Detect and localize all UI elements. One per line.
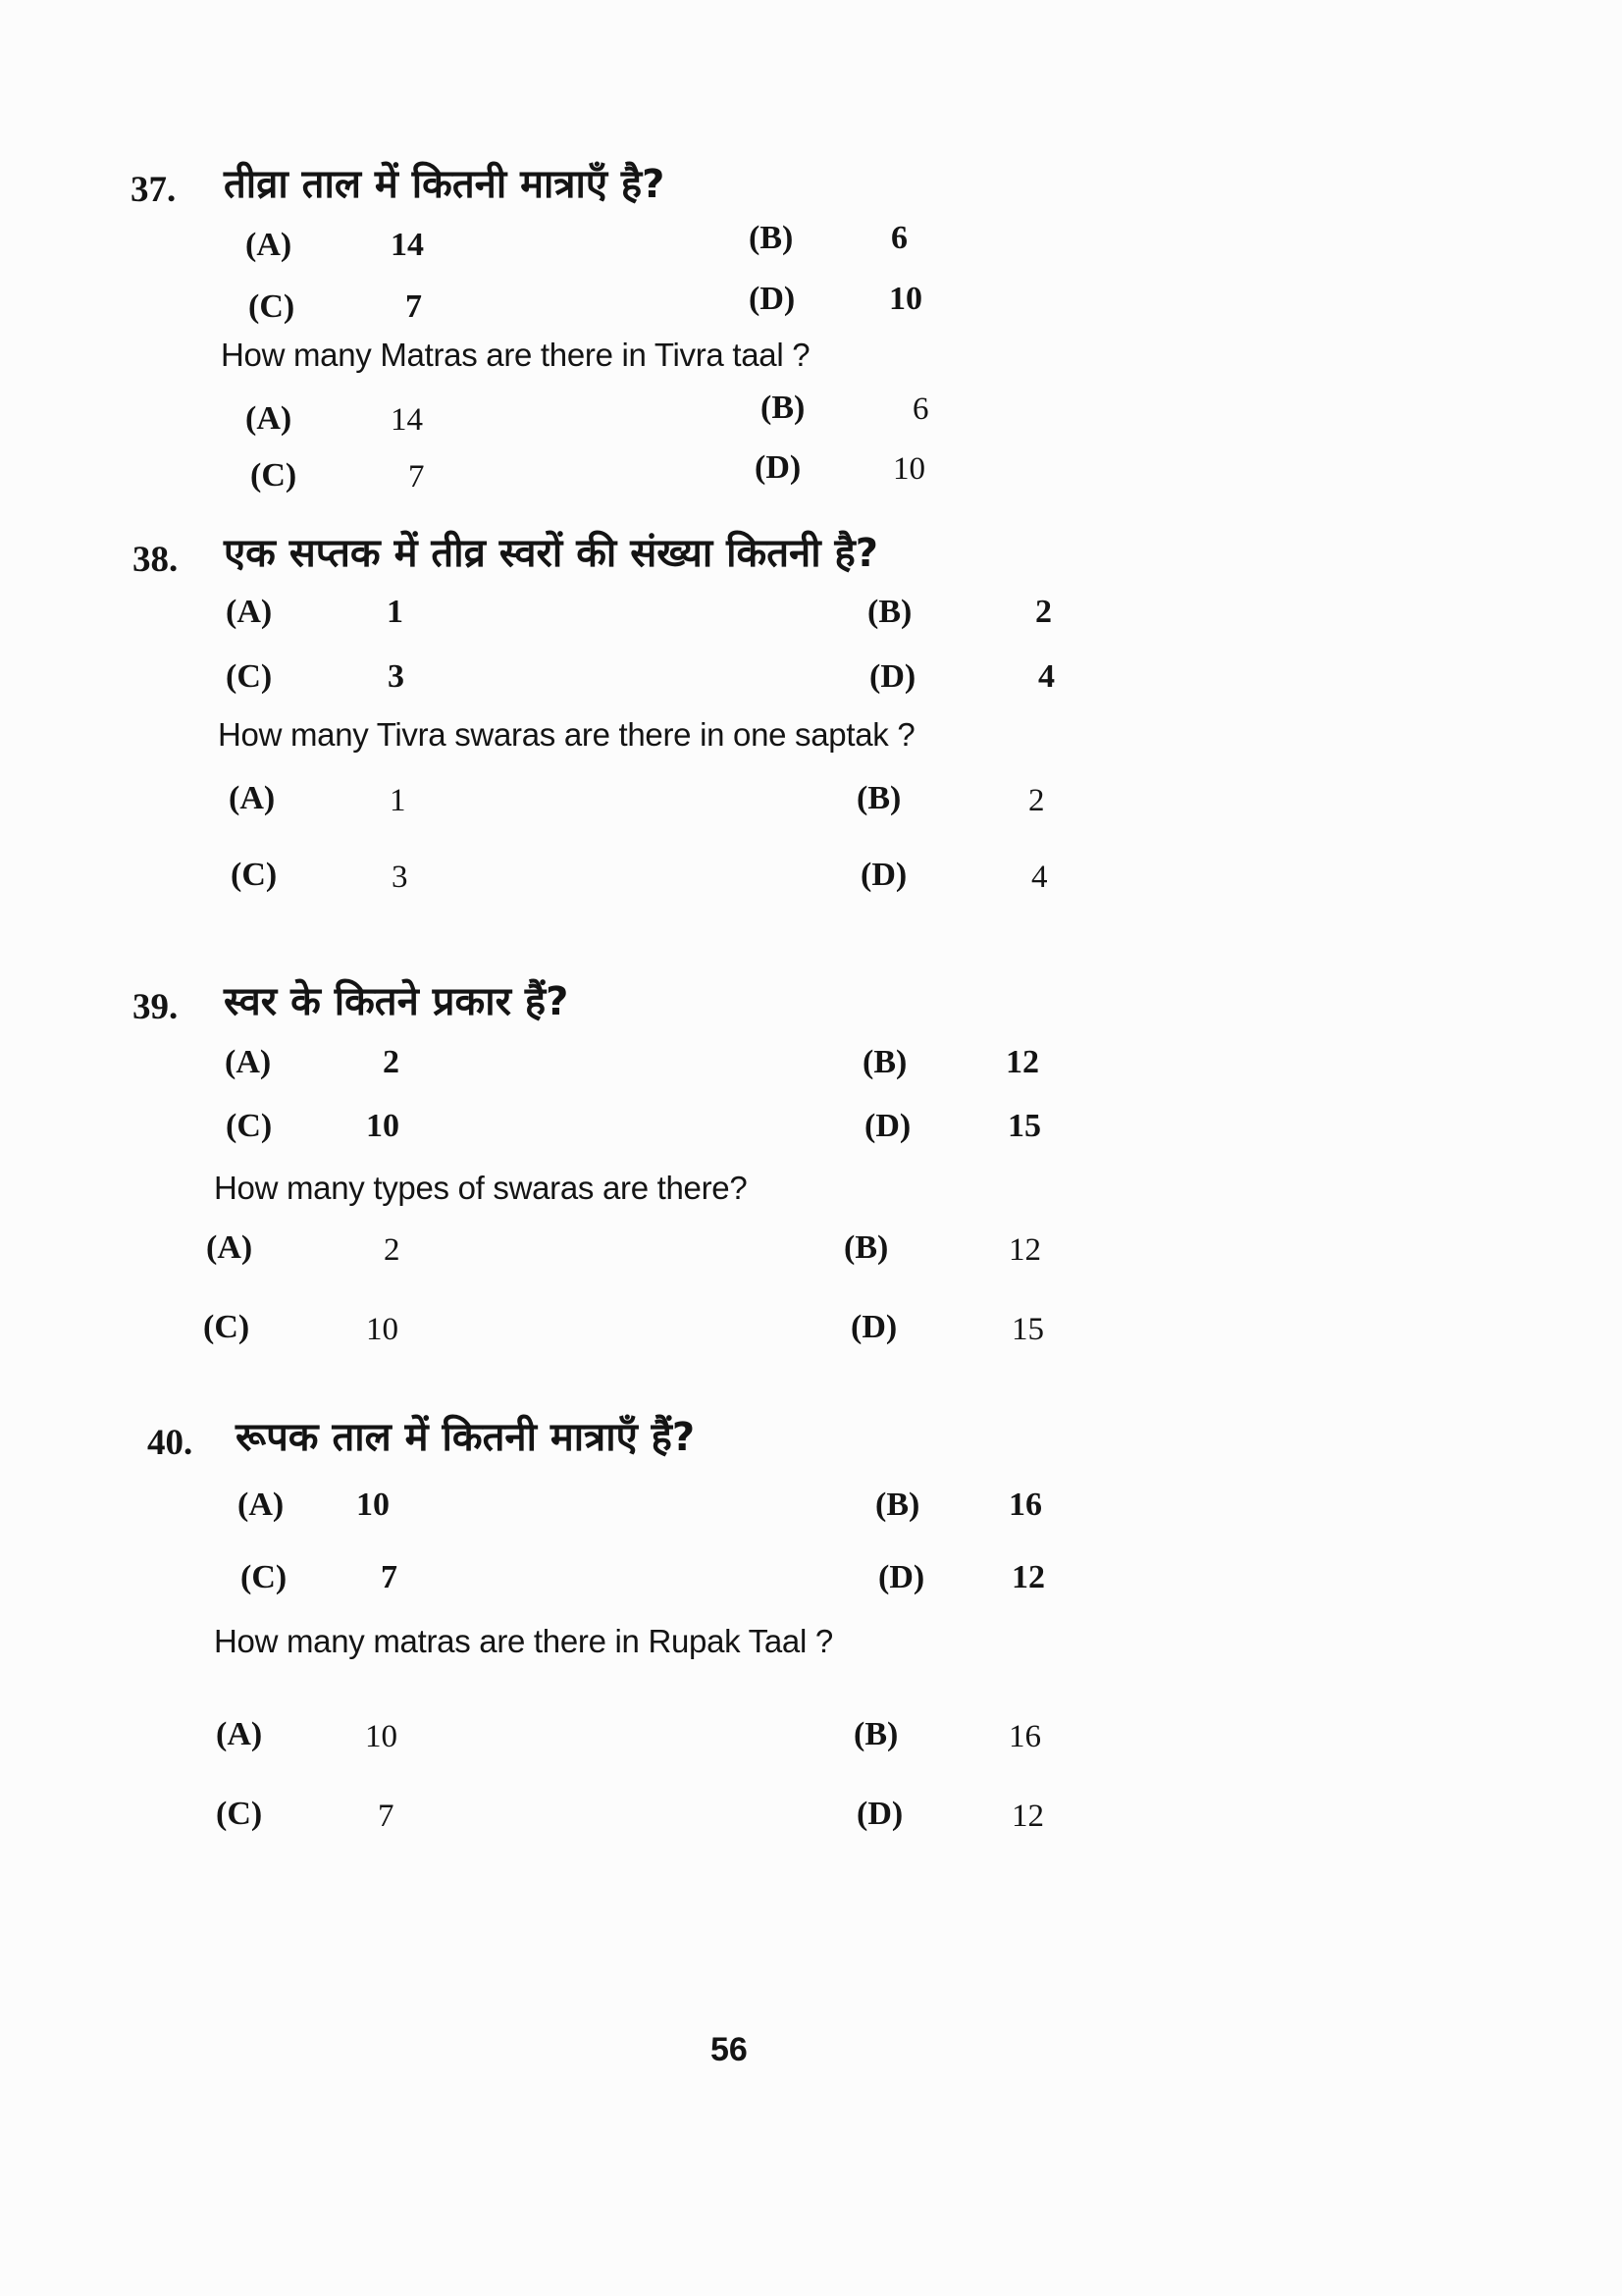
question-text-hindi: रूपक ताल में कितनी मात्राएँ हैं? [235, 1415, 696, 1460]
option-label: (D) [878, 1559, 925, 1595]
option-label: (A) [245, 227, 292, 263]
option-label: (A) [216, 1716, 263, 1752]
option-label: (A) [229, 780, 276, 816]
option-value: 6 [891, 220, 908, 256]
option-value: 14 [391, 227, 424, 263]
option-value: 4 [1031, 860, 1048, 895]
option-label: (C) [216, 1796, 263, 1832]
option-value: 10 [366, 1108, 399, 1144]
option-label: (C) [231, 857, 278, 893]
option-value: 16 [1009, 1487, 1042, 1523]
question-text-hindi: तीव्रा ताल में कितनी मात्राएँ है? [224, 162, 665, 207]
question-text-english: How many types of swaras are there? [214, 1170, 748, 1206]
option-value: 7 [405, 288, 422, 325]
question-number: 37. [131, 170, 177, 210]
option-label: (C) [248, 288, 295, 325]
option-value: 10 [356, 1487, 390, 1523]
option-value: 7 [408, 459, 425, 495]
option-label: (B) [854, 1716, 899, 1752]
option-value: 14 [391, 402, 423, 438]
option-label: (D) [869, 658, 916, 695]
option-value: 16 [1009, 1719, 1041, 1754]
option-label: (D) [749, 281, 796, 317]
option-label: (D) [755, 449, 802, 486]
option-label: (A) [206, 1229, 253, 1266]
question-text-english: How many matras are there in Rupak Taal ? [214, 1623, 833, 1659]
option-label: (C) [240, 1559, 288, 1595]
option-value: 4 [1038, 658, 1055, 695]
question-number: 39. [132, 987, 179, 1027]
option-label: (A) [226, 594, 273, 630]
option-value: 12 [1012, 1799, 1044, 1834]
option-label: (B) [749, 220, 794, 256]
option-label: (C) [226, 658, 273, 695]
option-value: 3 [392, 860, 408, 895]
option-label: (C) [250, 457, 297, 494]
option-value: 12 [1009, 1232, 1041, 1268]
option-label: (D) [857, 1796, 904, 1832]
option-label: (A) [225, 1044, 272, 1080]
option-label: (A) [245, 400, 292, 437]
option-value: 10 [889, 281, 922, 317]
option-value: 3 [388, 658, 404, 695]
option-label: (D) [861, 857, 908, 893]
question-text-hindi: स्वर के कितने प्रकार हैं? [224, 979, 569, 1024]
option-label: (B) [875, 1487, 920, 1523]
option-label: (D) [864, 1108, 912, 1144]
option-label: (D) [851, 1309, 898, 1345]
option-value: 2 [383, 1044, 399, 1080]
option-value: 15 [1012, 1312, 1044, 1347]
option-value: 6 [913, 391, 929, 427]
option-label: (B) [857, 780, 902, 816]
option-label: (C) [203, 1309, 250, 1345]
page-number: 56 [710, 2031, 748, 2068]
option-value: 15 [1008, 1108, 1041, 1144]
option-label: (B) [867, 594, 913, 630]
option-label: (B) [863, 1044, 908, 1080]
option-value: 2 [1028, 783, 1045, 818]
option-value: 2 [1035, 594, 1052, 630]
option-value: 2 [384, 1232, 400, 1268]
option-value: 10 [893, 451, 925, 487]
question-number: 40. [147, 1423, 193, 1463]
question-text-hindi: एक सप्तक में तीव्र स्वरों की संख्या कितनी है? [224, 531, 878, 576]
option-value: 12 [1012, 1559, 1045, 1595]
option-label: (C) [226, 1108, 273, 1144]
option-label: (A) [237, 1487, 285, 1523]
question-text-english: How many Matras are there in Tivra taal ? [221, 337, 811, 373]
option-value: 1 [387, 594, 403, 630]
question-text-english: How many Tivra swaras are there in one saptak ? [218, 716, 916, 753]
option-value: 1 [390, 783, 406, 818]
option-label: (B) [760, 390, 806, 426]
option-value: 7 [381, 1559, 397, 1595]
option-value: 10 [366, 1312, 398, 1347]
option-label: (B) [844, 1229, 889, 1266]
option-value: 10 [365, 1719, 397, 1754]
question-number: 38. [132, 540, 179, 580]
option-value: 12 [1006, 1044, 1039, 1080]
option-value: 7 [378, 1799, 394, 1834]
